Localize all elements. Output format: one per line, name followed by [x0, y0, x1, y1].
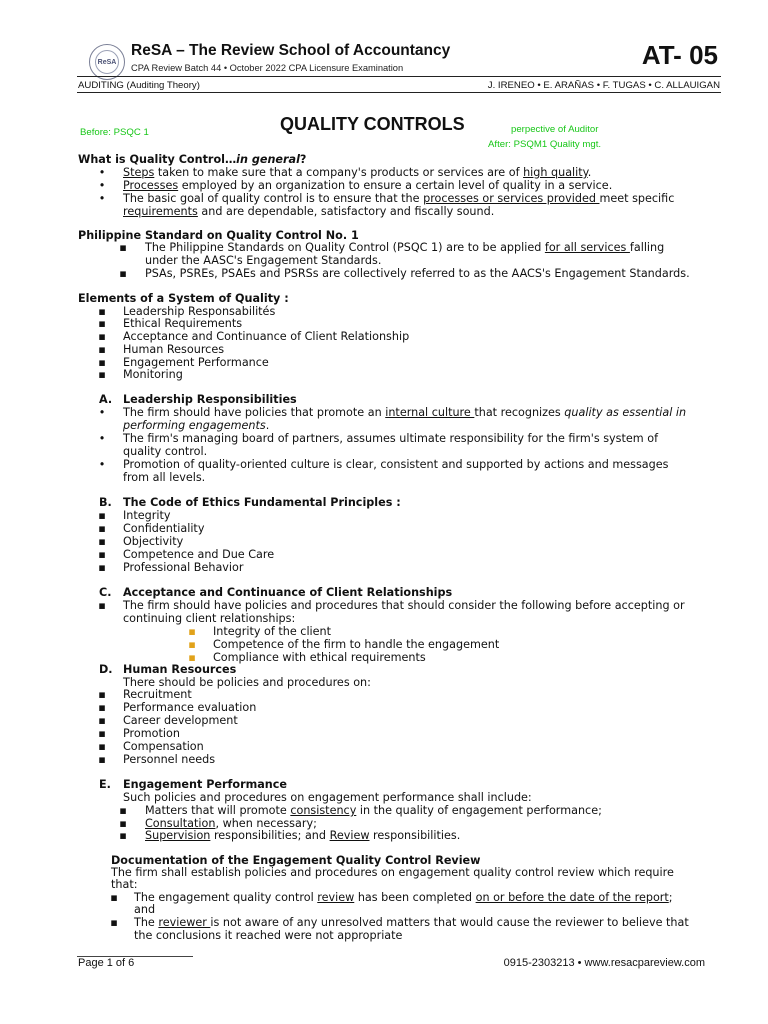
- header-rule-bottom: [77, 92, 721, 93]
- page-number: Page 1 of 6: [78, 957, 135, 969]
- bullet-square: ▪: [98, 356, 106, 369]
- bullet-orange: ▪: [188, 651, 196, 664]
- bullet-square: ▪: [98, 740, 106, 753]
- bullet-square: ▪: [119, 241, 127, 254]
- element-item: Ethical Requirements: [123, 317, 243, 330]
- acceptance-item: Integrity of the client: [213, 625, 332, 638]
- heading-leadership: Leadership Responsibilities: [123, 393, 297, 406]
- bullet-square: ▪: [98, 561, 106, 574]
- bullet-square: ▪: [119, 817, 127, 830]
- doc-bullet-1-line-2: and: [134, 903, 156, 916]
- bullet-square: ▪: [110, 916, 118, 929]
- contact-info: 0915-2303213 • www.resacpareview.com: [503, 957, 705, 969]
- psqc-bullet-2: PSAs, PSREs, PSAEs and PSRSs are collectively referred to as the AACS's Engagement Standards.: [145, 267, 690, 280]
- bullet-dot: •: [98, 166, 106, 179]
- leadership-bullet-1-line-2: performing engagements.: [123, 419, 270, 432]
- heading-documentation: Documentation of the Engagement Quality Control Review: [111, 854, 481, 867]
- header-rule-top: [77, 76, 721, 77]
- note-perspective: perpective of Auditor: [511, 124, 599, 135]
- bullet-square: ▪: [98, 305, 106, 318]
- section-letter-a: A.: [99, 393, 113, 406]
- doc-bullet-2-line-2: the conclusions it reached were not appropriate: [134, 929, 403, 942]
- bullet-dot: •: [98, 192, 106, 205]
- ethics-item: Confidentiality: [123, 522, 205, 535]
- heading-elements: Elements of a System of Quality :: [78, 292, 289, 305]
- hr-item: Career development: [123, 714, 238, 727]
- heading-acceptance: Acceptance and Continuance of Client Relationships: [123, 586, 453, 599]
- psqc-bullet-1-line-2: under the AASC's Engagement Standards.: [145, 254, 382, 267]
- element-item: Acceptance and Continuance of Client Relationship: [123, 330, 410, 343]
- leadership-bullet-2-line-1: The firm's managing board of partners, assumes ultimate responsibility for the firm's system of: [123, 432, 659, 445]
- heading-ethics: The Code of Ethics Fundamental Principles :: [123, 496, 401, 509]
- acceptance-text-line-2: continuing client relationships:: [123, 612, 296, 625]
- hr-item: Recruitment: [123, 688, 192, 701]
- ethics-item: Objectivity: [123, 535, 184, 548]
- acceptance-item: Compliance with ethical requirements: [213, 651, 426, 664]
- doc-bullet-1-line-1: The engagement quality control review has been completed on or before the date of the report;: [134, 891, 673, 904]
- seal-text: ReSA: [95, 50, 119, 74]
- note-after: After: PSQM1 Quality mgt.: [488, 139, 602, 150]
- bullet-square: ▪: [98, 509, 106, 522]
- hr-intro: There should be policies and procedures on:: [123, 676, 371, 689]
- element-item: Human Resources: [123, 343, 225, 356]
- bullet-square: ▪: [98, 714, 106, 727]
- what-bullet-1: Steps taken to make sure that a company's products or services are of high quality.: [123, 166, 592, 179]
- authors-label: J. IRENEO • E. ARAÑAS • F. TUGAS • C. ALLAUIGAN: [487, 80, 720, 91]
- hr-item: Compensation: [123, 740, 204, 753]
- acceptance-text-line-1: The firm should have policies and procedures that should consider the following before accepting or: [123, 599, 685, 612]
- bullet-orange: ▪: [188, 625, 196, 638]
- document-code: AT- 05: [641, 40, 718, 70]
- ep-bullet-1: Matters that will promote consistency in the quality of engagement performance;: [145, 804, 602, 817]
- school-name: ReSA – The Review School of Accountancy: [131, 42, 451, 59]
- bullet-square: ▪: [98, 548, 106, 561]
- bullet-square: ▪: [98, 317, 106, 330]
- heading-what-is-qc: What is Quality Control…in general?: [78, 153, 307, 166]
- ep-bullet-2: Consultation, when necessary;: [145, 817, 317, 830]
- what-bullet-2: Processes employed by an organization to ensure a certain level of quality in a service.: [123, 179, 613, 192]
- ethics-item: Professional Behavior: [123, 561, 244, 574]
- element-item: Engagement Performance: [123, 356, 269, 369]
- section-letter-e: E.: [99, 778, 111, 791]
- hr-item: Promotion: [123, 727, 180, 740]
- leadership-bullet-3-line-1: Promotion of quality-oriented culture is clear, consistent and supported by actions and messages: [123, 458, 669, 471]
- bullet-square: ▪: [98, 330, 106, 343]
- doc-text-line-1: The firm shall establish policies and procedures on engagement quality control review which require: [111, 866, 674, 879]
- bullet-square: ▪: [98, 522, 106, 535]
- bullet-square: ▪: [98, 535, 106, 548]
- heading-psqc: Philippine Standard on Quality Control No. 1: [78, 229, 359, 242]
- resa-seal-icon: [89, 44, 125, 80]
- acceptance-item: Competence of the firm to handle the engagement: [213, 638, 500, 651]
- hr-item: Personnel needs: [123, 753, 216, 766]
- bullet-square: ▪: [98, 599, 106, 612]
- bullet-square: ▪: [119, 804, 127, 817]
- leadership-bullet-3-line-2: from all levels.: [123, 471, 206, 484]
- heading-human-resources: Human Resources: [123, 663, 237, 676]
- element-item: Leadership Responsabilités: [123, 305, 276, 318]
- psqc-bullet-1-line-1: The Philippine Standards on Quality Control (PSQC 1) are to be applied for all services falling: [145, 241, 665, 254]
- element-item: Monitoring: [123, 368, 183, 381]
- ethics-item: Integrity: [123, 509, 171, 522]
- bullet-square: ▪: [98, 343, 106, 356]
- bullet-square: ▪: [98, 753, 106, 766]
- bullet-square: ▪: [119, 267, 127, 280]
- ep-bullet-3: Supervision responsibilities; and Review responsibilities.: [145, 829, 461, 842]
- bullet-orange: ▪: [188, 638, 196, 651]
- ep-intro: Such policies and procedures on engagement performance shall include:: [123, 791, 532, 804]
- bullet-dot: •: [98, 406, 106, 419]
- page-title: QUALITY CONTROLS: [280, 114, 465, 134]
- section-letter-b: B.: [99, 496, 112, 509]
- bullet-square: ▪: [98, 701, 106, 714]
- bullet-dot: •: [98, 432, 106, 445]
- what-bullet-3-line-1: The basic goal of quality control is to ensure that the processes or services provided meet specific: [123, 192, 675, 205]
- batch-subheading: CPA Review Batch 44 • October 2022 CPA Licensure Examination: [131, 63, 404, 73]
- bullet-square: ▪: [98, 688, 106, 701]
- heading-engagement-performance: Engagement Performance: [123, 778, 287, 791]
- hr-item: Performance evaluation: [123, 701, 257, 714]
- ethics-item: Competence and Due Care: [123, 548, 275, 561]
- bullet-square: ▪: [110, 891, 118, 904]
- leadership-bullet-1-line-1: The firm should have policies that promote an internal culture that recognizes quality as essential in: [123, 406, 687, 419]
- note-before: Before: PSQC 1: [80, 127, 149, 138]
- bullet-square: ▪: [98, 368, 106, 381]
- bullet-square: ▪: [98, 727, 106, 740]
- leadership-bullet-2-line-2: quality control.: [123, 445, 208, 458]
- section-letter-c: C.: [99, 586, 112, 599]
- doc-text-line-2: that:: [111, 878, 138, 891]
- bullet-square: ▪: [119, 829, 127, 842]
- what-bullet-3-line-2: requirements and are dependable, satisfactory and fiscally sound.: [123, 205, 495, 218]
- bullet-dot: •: [98, 179, 106, 192]
- bullet-dot: •: [98, 458, 106, 471]
- section-letter-d: D.: [99, 663, 113, 676]
- subject-label: AUDITING (Auditing Theory): [78, 80, 200, 91]
- doc-bullet-2-line-1: The reviewer is not aware of any unresolved matters that would cause the reviewer to believe that: [134, 916, 689, 929]
